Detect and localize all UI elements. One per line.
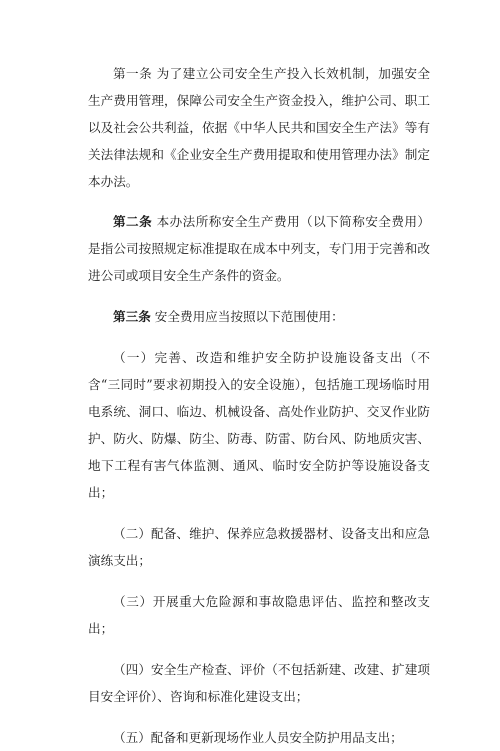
clause-5 xyxy=(88,724,430,751)
clause-2 xyxy=(88,520,430,574)
article-1 xyxy=(88,60,430,195)
article-1-text: 为了建立公司安全生产投入长效机制，加强安全生产费用管理，保障公司安全生产资金投入，维护公司、职工以及社会公共利益，依据《中华人民共和国安全生产法》等有关法律法规和《企业安全生产费用提取和使用管理办法》制定本办法。 xyxy=(88,66,430,189)
article-3-text: 安全费用应当按照以下范围使用： xyxy=(150,309,344,324)
clause-4 xyxy=(88,656,430,710)
article-2 xyxy=(88,208,430,289)
article-3 xyxy=(88,303,430,330)
clause-5-text: （五）配备和更新现场作业人员安全防护用品支出； xyxy=(113,730,403,745)
clause-3 xyxy=(88,588,430,642)
article-2-text: 本办法所称安全生产费用（以下简称安全费用）是指公司按照规定标准提取在成本中列支，专门用于完善和改进公司或项目安全生产条件的资金。 xyxy=(88,214,430,283)
article-3-heading: 第三条 xyxy=(113,309,151,324)
article-1-heading: 第一条 xyxy=(113,66,153,81)
clause-1 xyxy=(88,344,430,506)
clause-3-text: （三）开展重大危险源和事故隐患评估、监控和整改支出； xyxy=(88,594,430,636)
clause-4-text: （四）安全生产检查、评价（不包括新建、改建、扩建项目安全评价）、咨询和标准化建设支出； xyxy=(88,662,430,704)
clause-1-text: （一）完善、改造和维护安全防护设施设备支出（不含“三同时”要求初期投入的安全设施），包括施工现场临时用电系统、洞口、临边、机械设备、高处作业防护、交叉作业防护、防火、防爆、防尘、防毒、防雷、防台风、防地质灾害、地下工程有害气体监测、通风、临时安全防护等设施设备支出； xyxy=(88,350,430,500)
clause-2-text: （二）配备、维护、保养应急救援器材、设备支出和应急演练支出； xyxy=(88,526,430,568)
article-2-heading: 第二条 xyxy=(113,214,153,229)
